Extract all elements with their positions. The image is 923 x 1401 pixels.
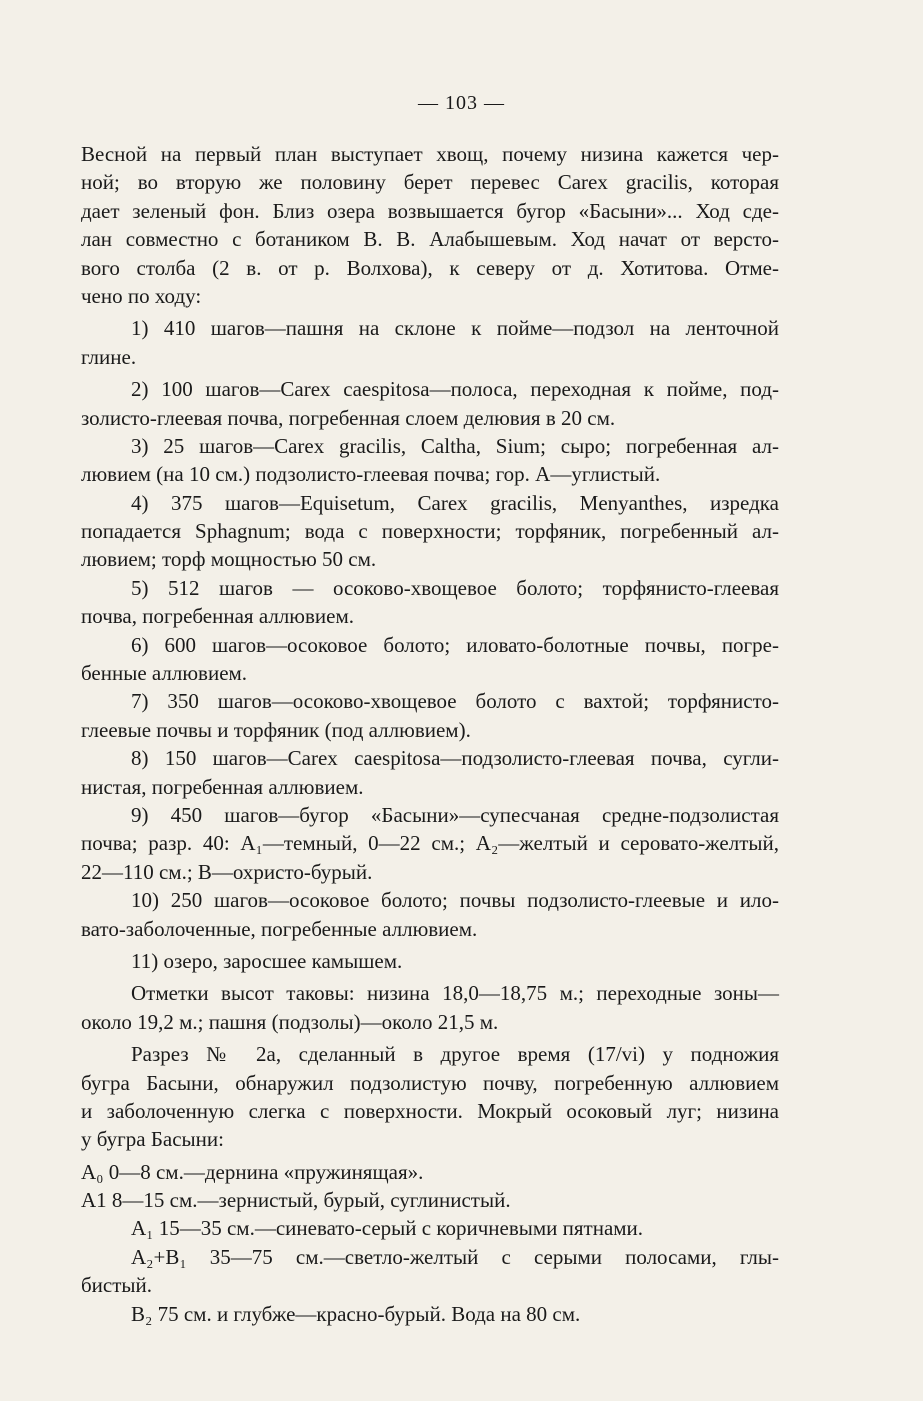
text-line: 2) 100 шагов—Carex caespitosa—полоса, переходная к пойме, под- (131, 377, 779, 402)
list-item (81, 574, 779, 631)
text-line: 10) 250 шагов—осоковое болото; почвы подзолисто-глеевые и ило- (131, 888, 779, 913)
text-line: бенные аллювием. (81, 661, 248, 686)
text-line: 22—110 см.; B—охристо-бурый. (81, 859, 373, 884)
list-item (81, 744, 779, 801)
text-line: 6) 600 шагов—осоковое болото; иловато-болотные почвы, погре- (131, 632, 779, 657)
text-line: дает зеленый фон. Близ озера возвышается бугор «Басыни»... Ход сде- (81, 198, 779, 223)
text-line: 9) 450 шагов—бугор «Басыни»—супесчаная средне-подзолистая (131, 802, 779, 827)
text-line: ной; во вторую же половину берет перевес Carex gracilis, которая (81, 170, 779, 195)
list-item (81, 801, 779, 886)
list-item (81, 687, 779, 744)
text-line: лан совместно с ботаником В. В. Алабышевым. Ход начат от версто- (81, 227, 779, 252)
body-text (81, 140, 779, 1328)
list-item (81, 886, 779, 943)
text-line: 1) 410 шагов—пашня на склоне к пойме—подзол на ленточной (131, 316, 779, 341)
text-line: 8) 150 шагов—Carex caespitosa—подзолисто-глеевая почва, сугли- (131, 746, 779, 771)
text-line: вато-заболоченные, погребенные аллювием. (81, 916, 478, 941)
text-line: почва; разр. 40: A₁—темный, 0—22 см.; A₂—желтый и серовато-желтый, (81, 831, 779, 856)
text-line: глине. (81, 344, 137, 369)
list-item (81, 489, 779, 574)
text-line: и заболоченную слегка с поверхности. Мокрый осоковый луг; низина (81, 1098, 779, 1123)
horizon-line: A1 8—15 см.—зернистый, бурый, суглинистый. (81, 1188, 511, 1213)
text-line: Отметки высот таковы: низина 18,0—18,75 м.; переходные зоны— (131, 981, 779, 1006)
text-line: около 19,2 м.; пашня (подзолы)—около 21,5 м. (81, 1009, 499, 1034)
text-line: 4) 375 шагов—Equisetum, Carex gracilis, Menyanthes, изредка (131, 490, 779, 515)
list-item (81, 432, 779, 489)
horizon-line: B₂ 75 см. и глубже—красно-бурый. Вода на 80 см. (131, 1301, 581, 1326)
list-item (81, 631, 779, 688)
text-line: Разрез № 2а, сделанный в другое время (17/vi) у подножия (131, 1042, 779, 1067)
list-item (81, 375, 779, 432)
horizon-line: бистый. (81, 1273, 153, 1298)
text-line: 5) 512 шагов — осоково-хвощевое болото; торфянисто-глеевая (131, 575, 779, 600)
text-line: вого столба (2 в. от р. Волхова), к северу от д. Хотитова. Отме- (81, 255, 779, 280)
text-line: нистая, погребенная аллювием. (81, 774, 364, 799)
text-line: лювием; торф мощностью 50 см. (81, 547, 377, 572)
text-line: 11) озеро, заросшее камышем. (131, 948, 403, 973)
list-item (81, 314, 779, 371)
text-line: глеевые почвы и торфяник (под аллювием). (81, 717, 471, 742)
text-line: 7) 350 шагов—осоково-хвощевое болото с вахтой; торфянисто- (131, 689, 779, 714)
horizon-line: A₂+B₁ 35—75 см.—светло-желтый с серыми полосами, глы- (131, 1244, 779, 1269)
horizon-line: A₁ 15—35 см.—синевато-серый с коричневыми пятнами. (131, 1216, 644, 1241)
text-line: бугра Басыни, обнаружил подзолистую почву, погребенную аллювием (81, 1070, 779, 1095)
text-line: лювием (на 10 см.) подзолисто-глеевая почва; гор. А—углистый. (81, 462, 661, 487)
list-item (81, 947, 779, 975)
text-line: Весной на первый план выступает хвощ, почему низина кажется чер- (81, 142, 779, 166)
text-line: попадается Sphagnum; вода с поверхности; торфяник, погребенный ал- (81, 519, 779, 544)
text-line: золисто-глеевая почва, погребенная слоем делювия в 20 см. (81, 405, 616, 430)
text-line: у бугра Басыни: (81, 1127, 224, 1152)
text-line: 3) 25 шагов—Carex gracilis, Caltha, Sium; сыро; погребенная ал- (131, 433, 779, 458)
text-line: чено по ходу: (81, 283, 202, 308)
text-line: почва, погребенная аллювием. (81, 604, 354, 629)
page-number: — 103 — (418, 92, 505, 114)
horizon-line: A₀ 0—8 см.—дернина «пружинящая». (81, 1159, 424, 1184)
